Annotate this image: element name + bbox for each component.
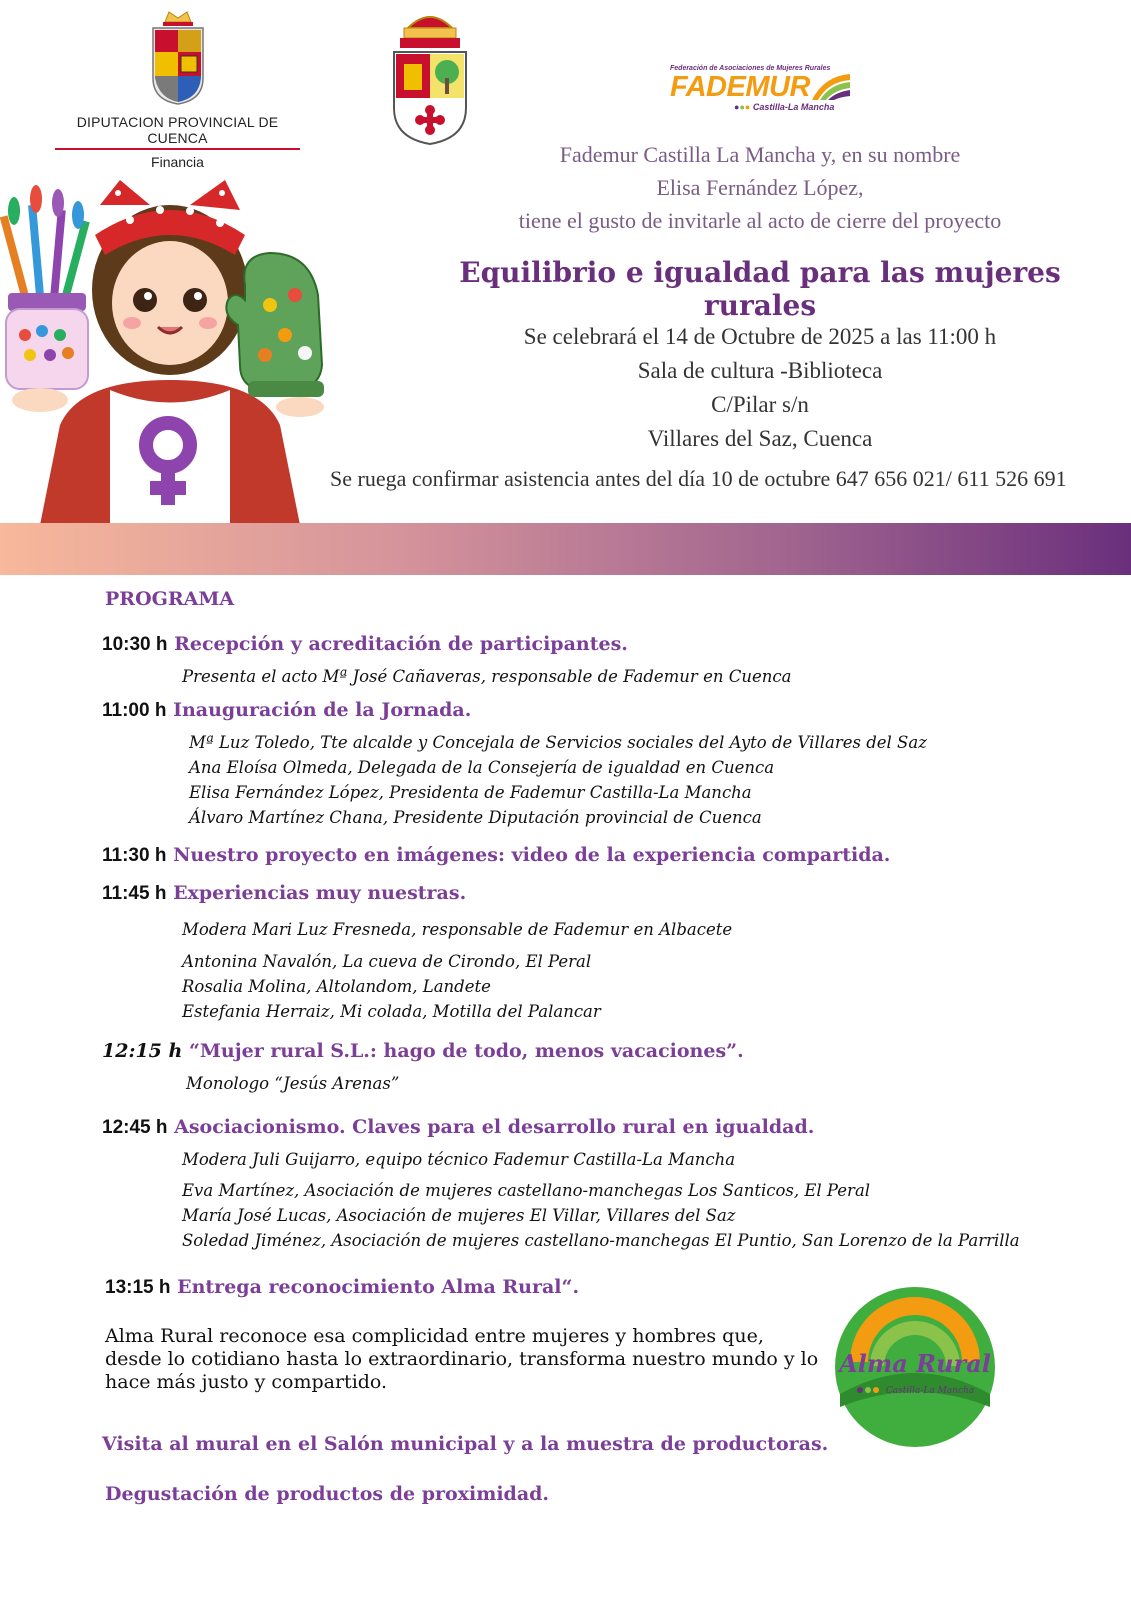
- fademur-federation-label: Federación de Asociaciones de Mujeres Rurales: [670, 65, 831, 72]
- invitation-line-1: Fademur Castilla La Mancha y, en su nombre: [559, 142, 961, 167]
- alma-logo-title: Alma Rural: [839, 1349, 991, 1378]
- program-detail: María José Lucas, Asociación de mujeres El Villar, Villares del Saz: [182, 1206, 736, 1225]
- paint-jar-icon: [6, 293, 88, 389]
- program-detail: Presenta el acto Mª José Cañaveras, responsable de Fademur en Cuenca: [182, 667, 792, 686]
- program-detail: Soledad Jiménez, Asociación de mujeres castellano-manchegas El Puntio, San Lorenzo de la Parrilla: [182, 1231, 1020, 1250]
- paint-brushes-icon: [0, 185, 90, 295]
- event-town: Villares del Saz, Cuenca: [647, 426, 873, 451]
- program-detail: Elisa Fernández López, Presidenta de Fademur Castilla-La Mancha: [189, 783, 752, 802]
- program-title: Entrega reconocimiento Alma Rural“.: [177, 1276, 580, 1298]
- program-item: [102, 1040, 744, 1062]
- rural-woman-illustration: [0, 175, 340, 525]
- diputacion-shield-icon: [147, 8, 209, 108]
- program-time: 12:45 h: [102, 1117, 168, 1138]
- diputacion-financia-label: Financia: [151, 154, 204, 170]
- program-time: 10:30 h: [102, 634, 168, 655]
- fademur-wordmark: FADEMUR: [670, 70, 810, 103]
- program-item: [102, 1116, 814, 1139]
- program-title: Recepción y acreditación de participantes.: [174, 633, 628, 655]
- program-time: 11:45 h: [102, 883, 167, 904]
- event-date: Se celebrará el 14 de Octubre de 2025 a las 11:00 h: [523, 324, 997, 349]
- event-venue: Sala de cultura -Biblioteca: [637, 358, 883, 383]
- fademur-stripes-icon: [810, 72, 852, 102]
- program-item: [102, 699, 471, 722]
- invitation-intro: [460, 138, 1060, 237]
- invitation-line-2: Elisa Fernández López,: [656, 175, 864, 200]
- program-time: 12:15 h: [102, 1040, 183, 1062]
- alma-rural-logo: [830, 1282, 1000, 1452]
- program-detail: Ana Eloísa Olmeda, Delegada de la Consejería de igualdad en Cuenca: [189, 758, 775, 777]
- program-detail: Antonina Navalón, La cueva de Cirondo, El Peral: [182, 952, 592, 971]
- program-heading: PROGRAMA: [105, 588, 235, 610]
- program-detail: Mª Luz Toledo, Tte alcalde y Concejala de Servicios sociales del Ayto de Villares del Saz: [189, 733, 927, 752]
- program-item: [102, 844, 890, 867]
- program-detail: Modera Juli Guijarro, equipo técnico Fademur Castilla-La Mancha: [182, 1150, 736, 1169]
- program-title: Inauguración de la Jornada.: [173, 699, 472, 721]
- fademur-logo: [670, 65, 860, 125]
- program-detail: Modera Mari Luz Fresneda, responsable de Fademur en Albacete: [182, 920, 733, 939]
- rsvp-note: Se ruega confirmar asistencia antes del día 10 de octubre 647 656 021/ 611 526 691: [330, 466, 1067, 491]
- alma-logo-region: Castilla-La Mancha: [885, 1386, 975, 1396]
- program-detail: Estefania Herraiz, Mi colada, Motilla del Palancar: [182, 1002, 601, 1021]
- gradient-divider: [0, 523, 1131, 575]
- program-detail: Eva Martínez, Asociación de mujeres castellano-manchegas Los Santicos, El Peral: [182, 1181, 871, 1200]
- program-title: Asociacionismo. Claves para el desarrollo rural en igualdad.: [174, 1116, 815, 1138]
- mural-visit-note: Visita al mural en el Salón municipal y a la muestra de productoras.: [102, 1433, 829, 1455]
- program-title: “Mujer rural S.L.: hago de todo, menos vacaciones”.: [188, 1040, 744, 1062]
- program-title: Nuestro proyecto en imágenes: video de la experiencia compartida.: [173, 844, 891, 866]
- program-item: [102, 633, 628, 656]
- diputacion-name: DIPUTACION PROVINCIAL DE CUENCA: [55, 114, 300, 150]
- alma-rural-description: Alma Rural reconoce esa complicidad entre mujeres y hombres que, desde lo cotidiano hasta lo extraordinario, transforma nuestro mundo y lo hace más justo y compartido.: [105, 1325, 819, 1393]
- program-time: 11:30 h: [102, 845, 167, 866]
- program-time: 13:15 h: [105, 1277, 171, 1298]
- program-item: [105, 1276, 579, 1299]
- program-detail: Rosalia Molina, Altolandom, Landete: [182, 977, 491, 996]
- event-title: Equilibrio e igualdad para las mujeres rurales: [459, 256, 1061, 322]
- program-detail: Álvaro Martínez Chana, Presidente Diputación provincial de Cuenca: [189, 808, 762, 827]
- program-item: [102, 882, 466, 905]
- diputacion-logo: [55, 8, 300, 170]
- program-detail: Monologo “Jesús Arenas”: [186, 1074, 400, 1093]
- program-title: Experiencias muy nuestras.: [173, 882, 467, 904]
- municipal-shield-icon: [390, 8, 470, 148]
- event-details: [460, 320, 1060, 456]
- tasting-note: Degustación de productos de proximidad.: [105, 1483, 550, 1505]
- event-street: C/Pilar s/n: [711, 392, 809, 417]
- fademur-region-label: ●●● Castilla-La Mancha: [734, 102, 835, 112]
- program-time: 11:00 h: [102, 700, 167, 721]
- invitation-line-3: tiene el gusto de invitarle al acto de cierre del proyecto: [518, 208, 1002, 233]
